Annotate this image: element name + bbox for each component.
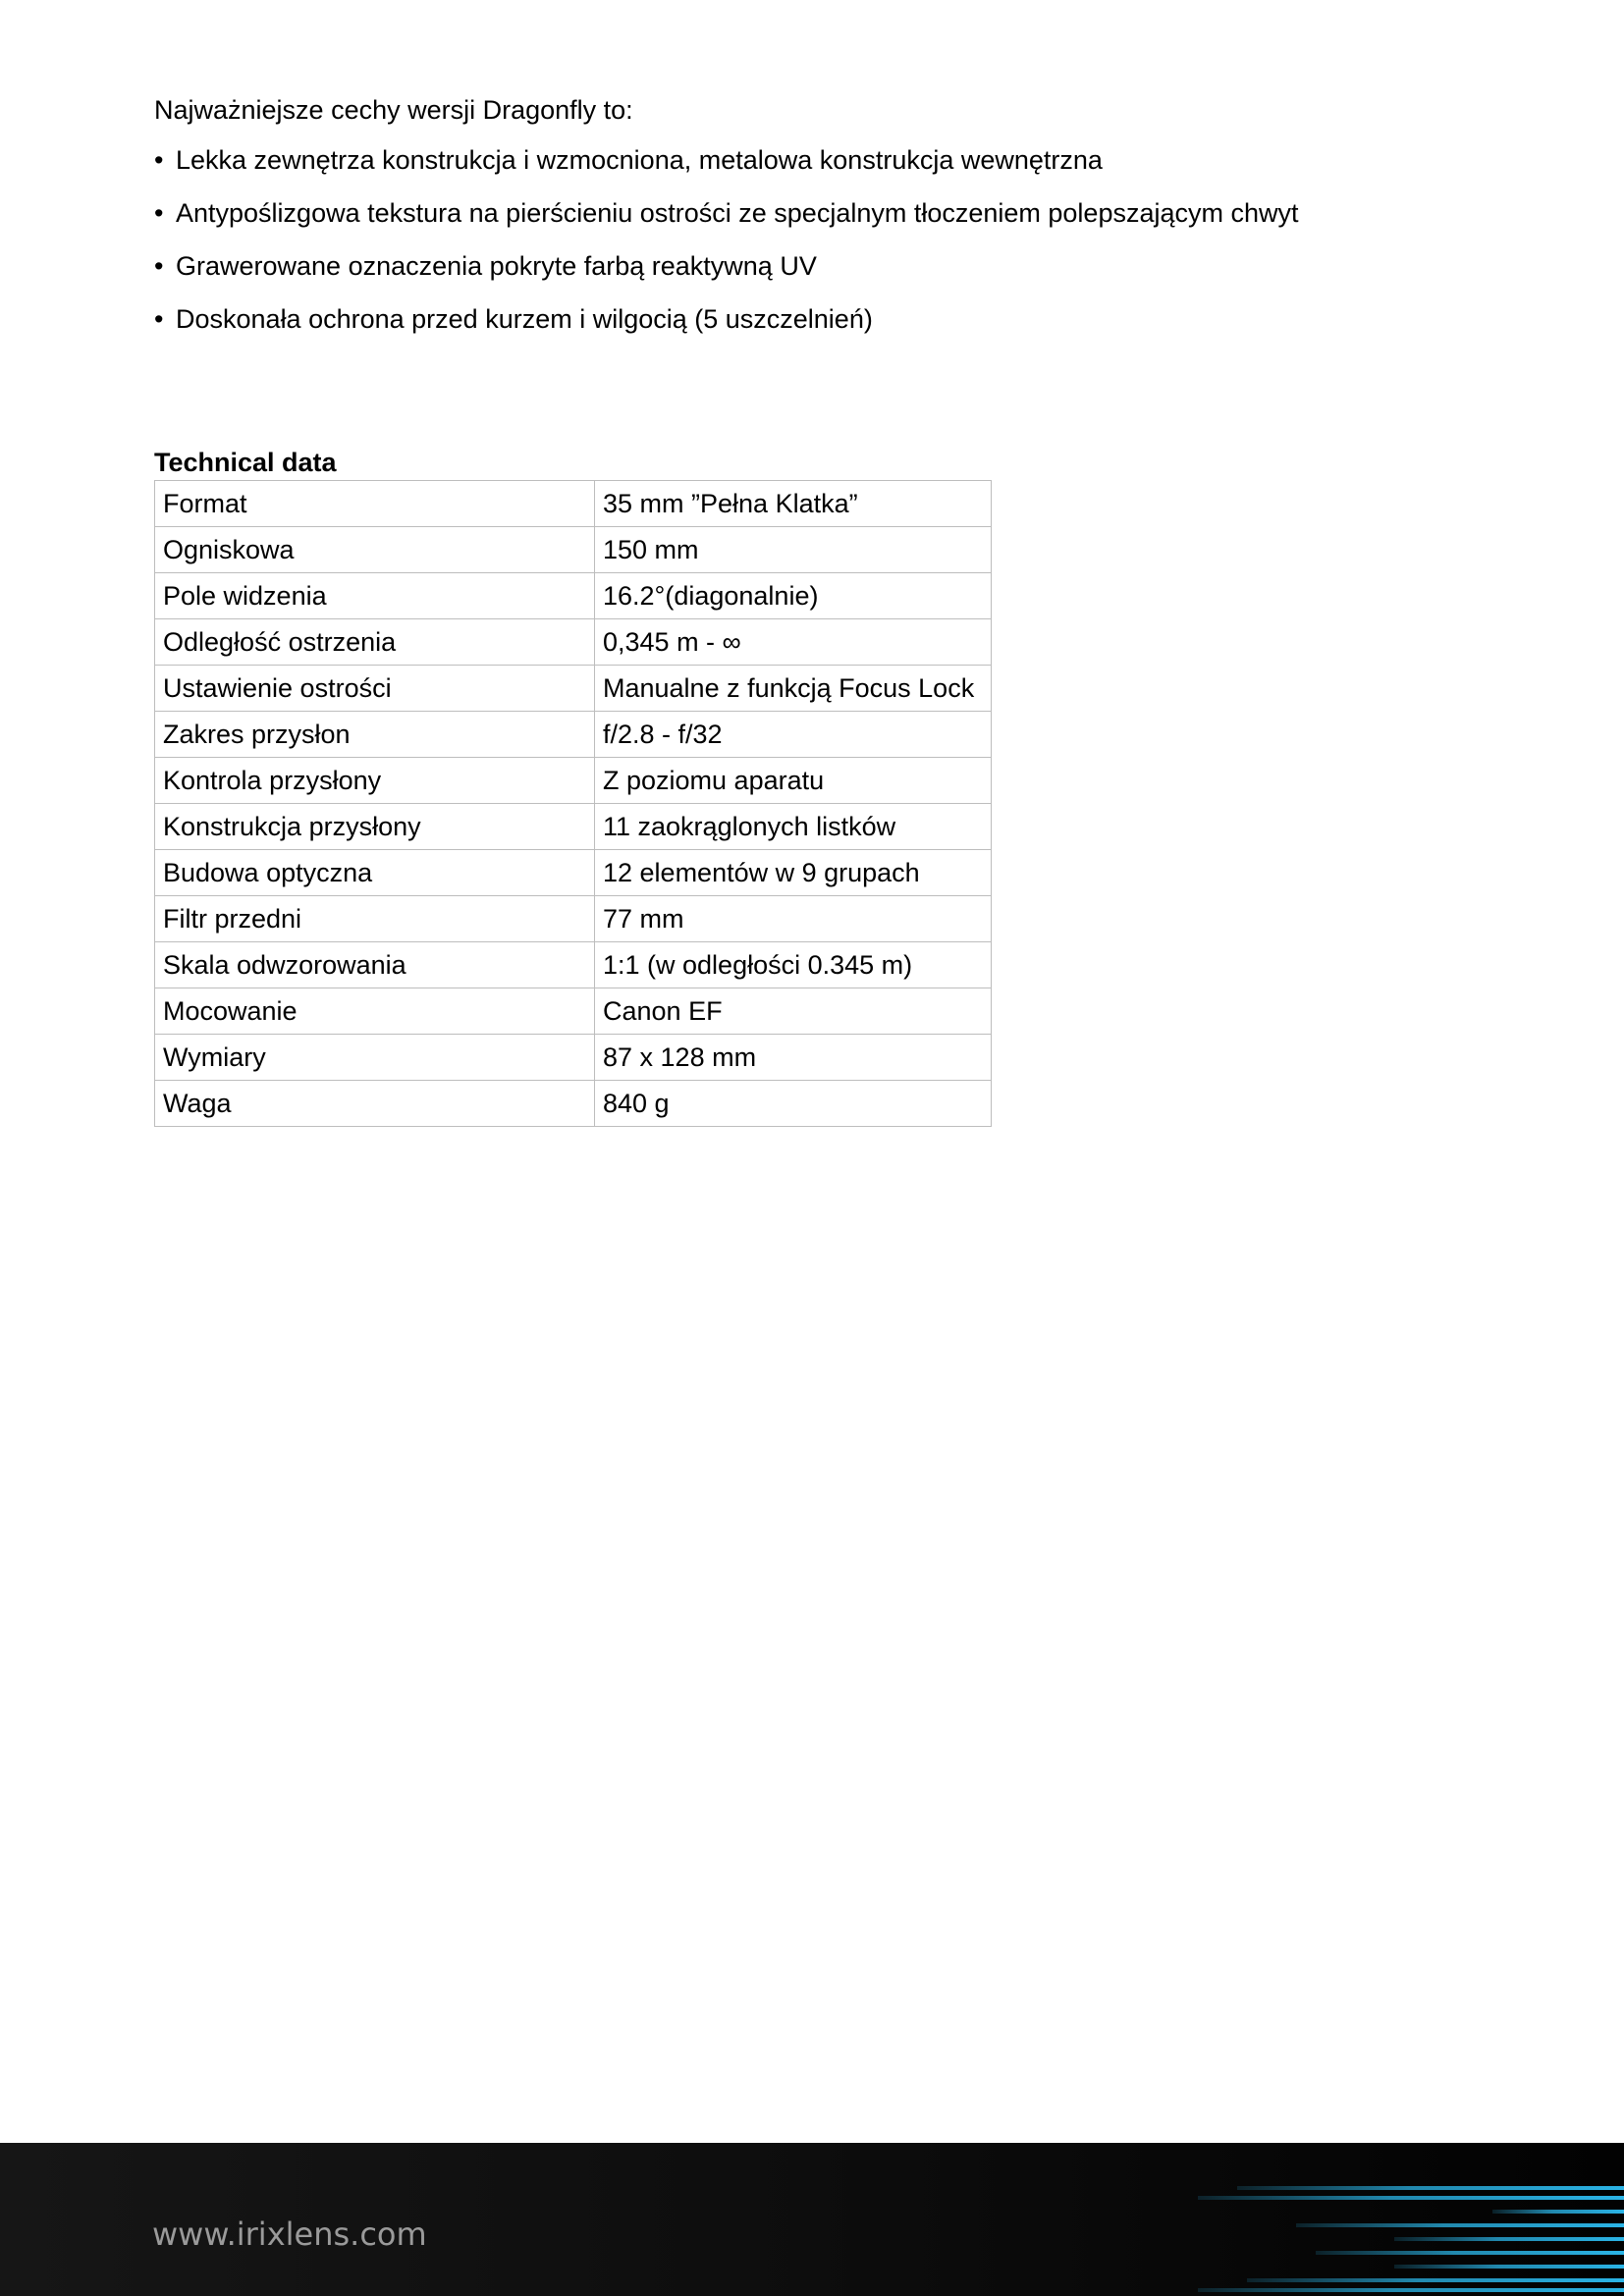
spec-value: f/2.8 - f/32 (595, 712, 992, 758)
stripe-line (1316, 2251, 1624, 2255)
table-row (155, 712, 992, 758)
feature-text: Doskonała ochrona przed kurzem i wilgocią (5 uszczelnień) (176, 304, 873, 334)
spec-label: Skala odwzorowania (155, 942, 595, 988)
spec-value: 840 g (595, 1081, 992, 1127)
spec-value: 0,345 m - ∞ (595, 619, 992, 666)
table-row (155, 481, 992, 527)
stripe-line (1198, 2288, 1624, 2292)
spec-label: Konstrukcja przysłony (155, 804, 595, 850)
table-row (155, 527, 992, 573)
spec-value: 11 zaokrąglonych listków (595, 804, 992, 850)
technical-data-section (154, 447, 992, 1127)
spec-label: Zakres przysłon (155, 712, 595, 758)
table-row (155, 942, 992, 988)
feature-text: Grawerowane oznaczenia pokryte farbą reaktywną UV (176, 251, 817, 281)
features-heading: Najważniejsze cechy wersji Dragonfly to: (154, 95, 633, 125)
bullet-icon: • (154, 198, 164, 228)
spec-label: Ogniskowa (155, 527, 595, 573)
bullet-icon: • (154, 251, 164, 281)
table-row (155, 850, 992, 896)
stripe-line (1394, 2237, 1624, 2241)
table-row (155, 573, 992, 619)
spec-value: 87 x 128 mm (595, 1035, 992, 1081)
feature-item (154, 144, 1509, 176)
feature-item (154, 303, 1509, 335)
spec-label: Format (155, 481, 595, 527)
spec-value: 77 mm (595, 896, 992, 942)
spec-value: Canon EF (595, 988, 992, 1035)
footer-website-link[interactable]: www.irixlens.com (152, 2216, 427, 2253)
spec-label: Wymiary (155, 1035, 595, 1081)
spec-value: 1:1 (w odległości 0.345 m) (595, 942, 992, 988)
spec-label: Budowa optyczna (155, 850, 595, 896)
stripe-line (1296, 2223, 1624, 2227)
stripe-line (1394, 2265, 1624, 2269)
spec-label: Ustawienie ostrości (155, 666, 595, 712)
bullet-icon: • (154, 304, 164, 334)
bullet-icon: • (154, 145, 164, 175)
table-row (155, 666, 992, 712)
table-row (155, 804, 992, 850)
table-row (155, 758, 992, 804)
spec-value: 16.2°(diagonalnie) (595, 573, 992, 619)
spec-value: 150 mm (595, 527, 992, 573)
table-row (155, 896, 992, 942)
spec-label: Pole widzenia (155, 573, 595, 619)
table-row (155, 619, 992, 666)
footer (0, 2143, 1624, 2296)
stripe-line (1198, 2196, 1624, 2200)
spec-label: Odległość ostrzenia (155, 619, 595, 666)
stripes-decoration-icon (1198, 2186, 1624, 2296)
stripe-line (1237, 2186, 1624, 2190)
spec-value: Manualne z funkcją Focus Lock (595, 666, 992, 712)
stripe-line (1492, 2210, 1624, 2214)
spec-label: Filtr przedni (155, 896, 595, 942)
feature-text: Lekka zewnętrza konstrukcja i wzmocniona, metalowa konstrukcja wewnętrzna (176, 145, 1103, 175)
feature-text: Antypoślizgowa tekstura na pierścieniu ostrości ze specjalnym tłoczeniem polepszającym chwyt (176, 198, 1299, 228)
spec-value: Z poziomu aparatu (595, 758, 992, 804)
technical-data-title: Technical data (154, 448, 337, 477)
table-row (155, 1035, 992, 1081)
table-row (155, 1081, 992, 1127)
spec-value: 35 mm ”Pełna Klatka” (595, 481, 992, 527)
feature-item (154, 197, 1509, 229)
table-row (155, 988, 992, 1035)
specs-table (154, 480, 992, 1127)
spec-value: 12 elementów w 9 grupach (595, 850, 992, 896)
features-section (154, 94, 1509, 356)
spec-label: Mocowanie (155, 988, 595, 1035)
spec-label: Kontrola przysłony (155, 758, 595, 804)
feature-item (154, 250, 1509, 282)
stripe-line (1247, 2278, 1624, 2282)
spec-label: Waga (155, 1081, 595, 1127)
